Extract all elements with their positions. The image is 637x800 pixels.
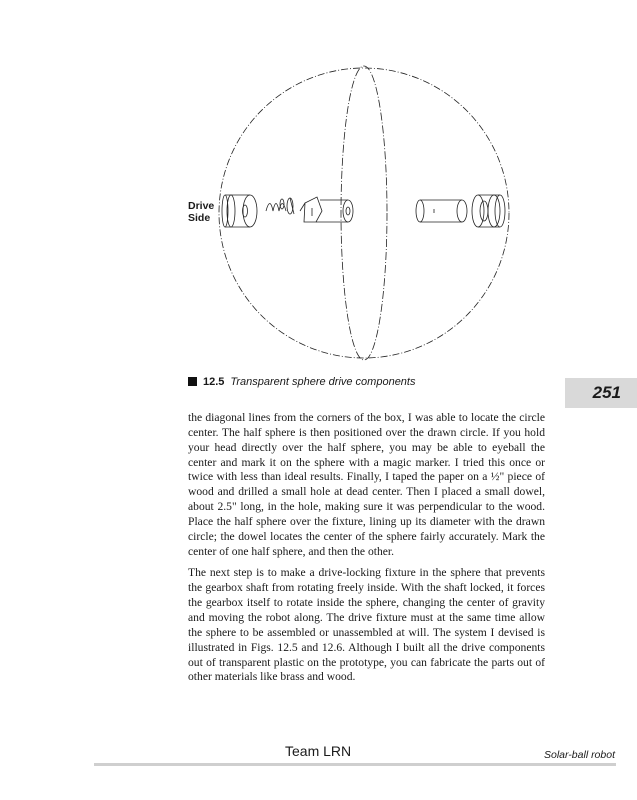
sphere-seam: [341, 66, 387, 360]
drive-side-label: [188, 200, 214, 224]
paragraph-1: the diagonal lines from the corners of the box, I was able to locate the circle center. The half sphere is then positioned over the drawn circle. If you hold your head directly over the half sphere, you may be able to eyeball the center and mark it on the sphere with a magic marker. I tried this once or twice with less than ideal results. Finally, I taped the paper on a ½" piece of wood and drilled a small hole at dead center. Then I placed a small dowel, about 2.5" long, in the hole, making sure it was perpendicular to the wood. Place the half sphere over the fixture, lining up its diameter with the drawn circle; the dowel locates the center of the sphere fairly accurately. Mark the center of one half sphere, and then the other.: [188, 411, 545, 558]
right-collar: [472, 195, 505, 227]
page-number-tab: [565, 378, 637, 408]
figure-caption: [188, 376, 415, 388]
body-text: [188, 411, 545, 692]
sphere-drive-diagram: [186, 60, 526, 370]
caption-number: 12.5: [203, 376, 225, 388]
drive-label-line2: Side: [188, 212, 211, 224]
footer-publisher: Team LRN: [285, 743, 352, 759]
right-dowel: [416, 200, 467, 222]
left-collar: [222, 195, 257, 227]
sphere-outline: [219, 68, 509, 358]
footer-divider: [94, 763, 616, 766]
caption-text: Transparent sphere drive components: [230, 376, 416, 388]
footer-chapter-title: Solar-ball robot: [543, 749, 615, 761]
left-dowel: [300, 197, 353, 222]
paragraph-2: The next step is to make a drive-locking fixture in the sphere that prevents the gearbox shaft from rotating freely inside. With the shaft locked, it forces the gearbox itself to rotate inside the sphere, changing the center of gravity and moving the robot along. The drive fixture must at the same time allow the sphere to be assembled or unassembled at will. The system I devised is illustrated in Figs. 12.5 and 12.6. Although I built all the drive components out of transparent plastic on the prototype, you can fabricate the parts out of other materials like brass and wood.: [188, 566, 545, 684]
spring-part: [266, 198, 294, 214]
drive-label-line1: Drive: [188, 200, 215, 212]
caption-bullet-icon: [188, 377, 197, 386]
page-number: 251: [592, 383, 621, 402]
